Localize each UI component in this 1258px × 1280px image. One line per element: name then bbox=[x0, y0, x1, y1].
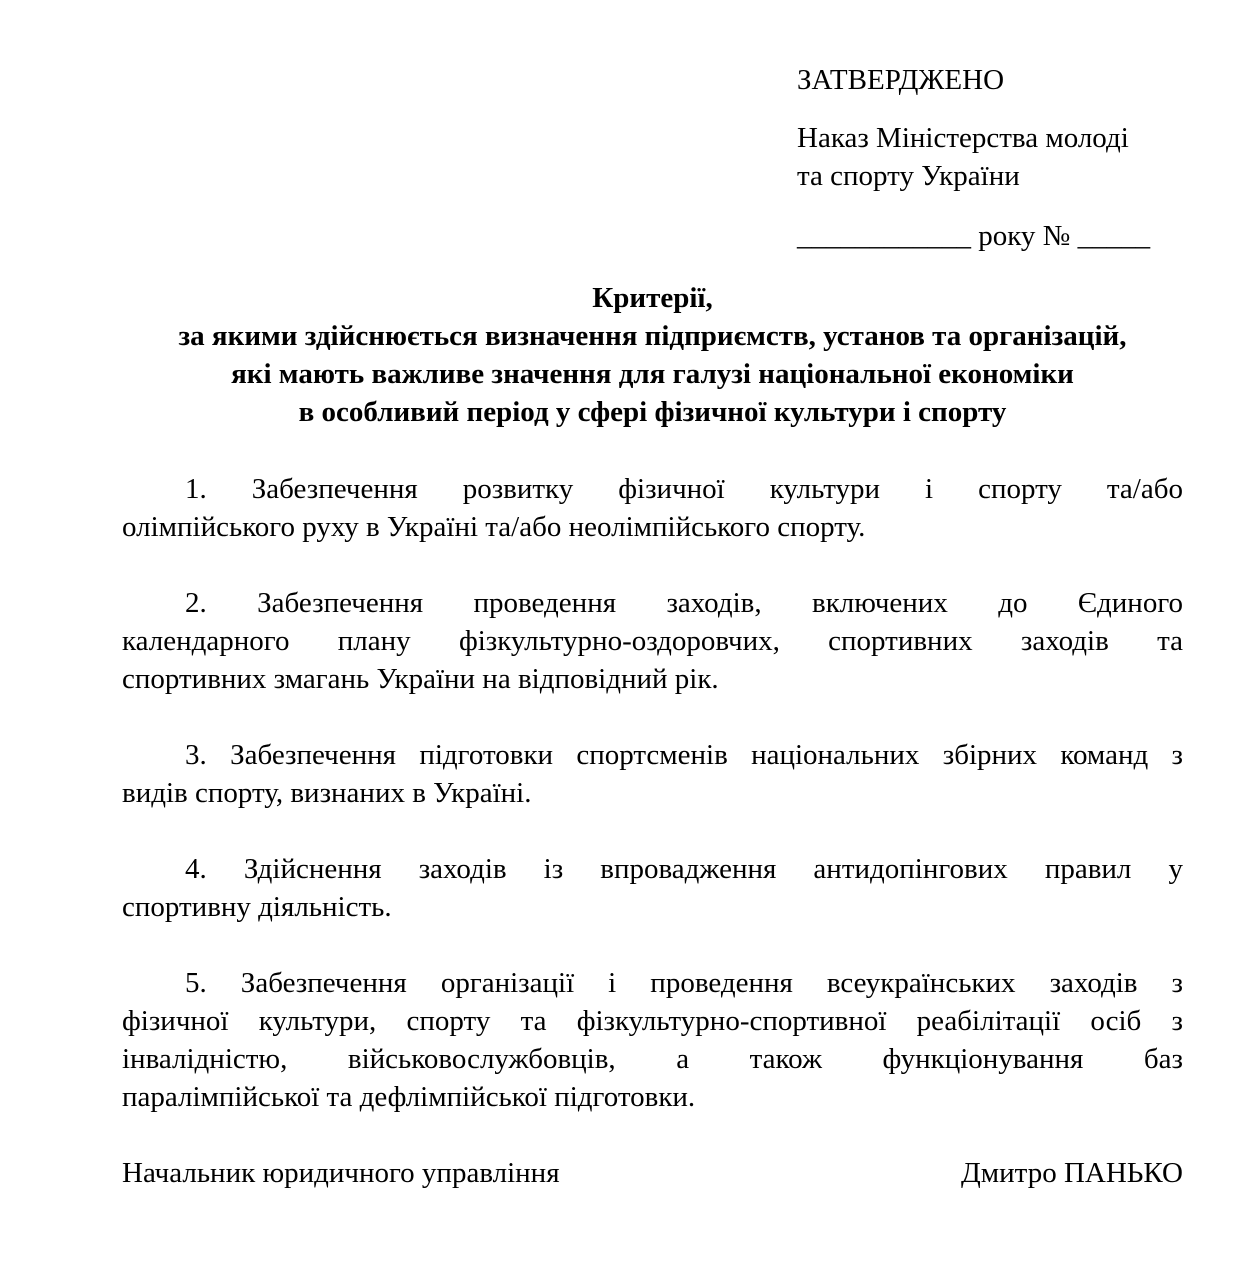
approval-date-number-line: ____________ року № _____ bbox=[797, 220, 1151, 252]
paragraph-line: 3. Забезпечення підготовки спортсменів національних збірних команд з bbox=[185, 739, 1183, 771]
signature-row bbox=[122, 1154, 1183, 1192]
paragraph-line: олімпійського руху в Україні та/або неолімпійського спорту. bbox=[122, 511, 866, 543]
signatory-name: Дмитро ПАНЬКО bbox=[961, 1157, 1183, 1189]
document-title-line: за якими здійснюється визначення підприємств, установ та організацій, bbox=[178, 320, 1127, 352]
body-paragraph-1 bbox=[122, 470, 1183, 546]
body-paragraph-3 bbox=[122, 736, 1183, 812]
approval-issuer-line-1: Наказ Міністерства молоді bbox=[797, 122, 1129, 154]
paragraph-line: 1. Забезпечення розвитку фізичної культури і спорту та/або bbox=[185, 473, 1183, 505]
paragraph-line: спортивну діяльність. bbox=[122, 891, 392, 923]
paragraph-line: 2. Забезпечення проведення заходів, включених до Єдиного bbox=[185, 587, 1183, 619]
body-paragraph-4 bbox=[122, 850, 1183, 926]
paragraph-line: 4. Здійснення заходів із впровадження антидопінгових правил у bbox=[185, 853, 1183, 885]
paragraph-line: інвалідністю, військовослужбовців, а також функціонування баз bbox=[122, 1043, 1183, 1075]
document-title bbox=[122, 279, 1183, 431]
approval-issuer-line-2: та спорту України bbox=[797, 160, 1020, 192]
paragraph-line: паралімпійської та дефлімпійської підготовки. bbox=[122, 1081, 696, 1113]
document-title-line: в особливий період у сфері фізичної культури і спорту bbox=[298, 396, 1007, 428]
document-title-line: Критерії, bbox=[592, 282, 713, 314]
paragraph-line: видів спорту, визнаних в Україні. bbox=[122, 777, 532, 809]
paragraph-line: календарного плану фізкультурно-оздоровчих, спортивних заходів та bbox=[122, 625, 1183, 657]
body-paragraph-5 bbox=[122, 964, 1183, 1116]
document-body bbox=[122, 470, 1183, 1116]
document-title-line: які мають важливе значення для галузі національної економіки bbox=[231, 358, 1074, 390]
approval-stamp: ЗАТВЕРДЖЕНО bbox=[797, 64, 1005, 96]
body-paragraph-2 bbox=[122, 584, 1183, 698]
paragraph-line: 5. Забезпечення організації і проведення всеукраїнських заходів з bbox=[185, 967, 1183, 999]
approval-block bbox=[797, 61, 1183, 255]
signatory-position: Начальник юридичного управління bbox=[122, 1157, 560, 1189]
paragraph-line: спортивних змагань України на відповідний рік. bbox=[122, 663, 719, 695]
paragraph-line: фізичної культури, спорту та фізкультурно-спортивної реабілітації осіб з bbox=[122, 1005, 1183, 1037]
